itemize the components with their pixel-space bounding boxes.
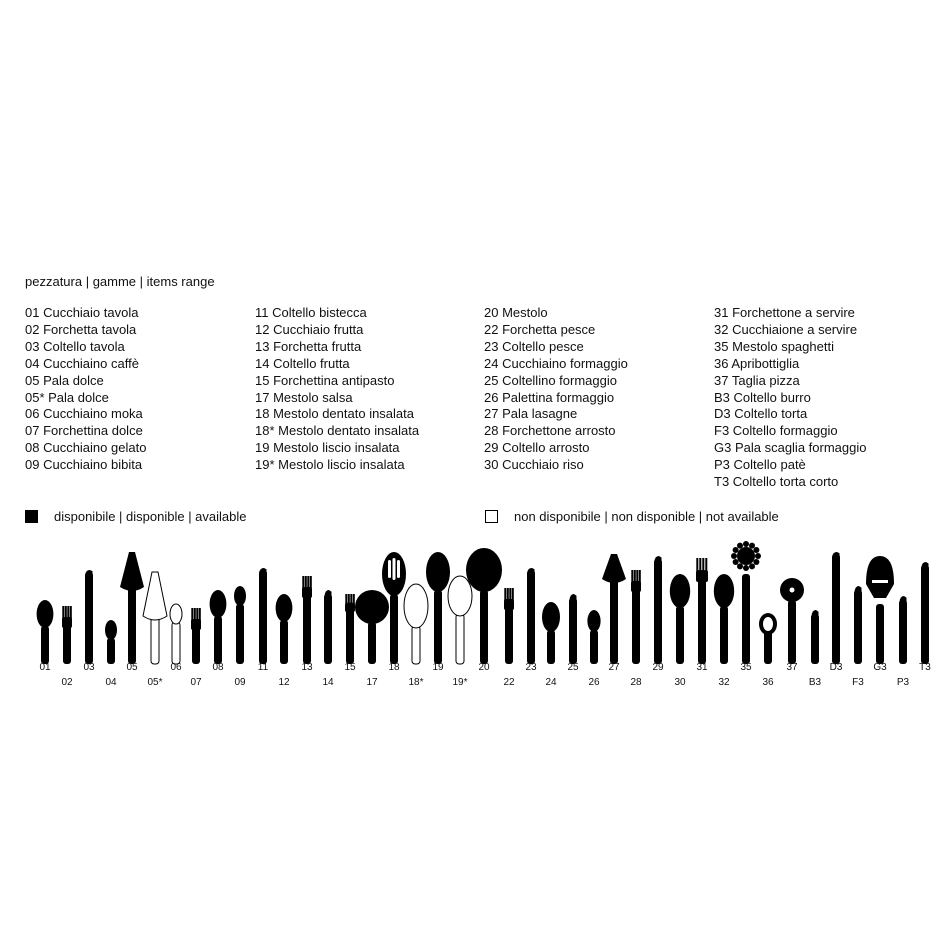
item-code-label: B3 bbox=[808, 677, 822, 688]
item-08-icon bbox=[210, 590, 227, 664]
range-heading: pezzatura | gamme | items range bbox=[25, 274, 215, 289]
list-item: 12 Cucchiaio frutta bbox=[255, 321, 364, 337]
item-25-icon bbox=[569, 594, 577, 664]
item-37-icon bbox=[780, 578, 804, 664]
list-item: 36 Apribottiglia bbox=[714, 355, 800, 371]
item-code-label: F3 bbox=[852, 677, 864, 688]
list-item: 35 Mestolo spaghetti bbox=[714, 338, 834, 354]
item-code-label: 25 bbox=[567, 662, 579, 673]
empty-square-icon bbox=[485, 510, 498, 523]
items-column-1 bbox=[25, 305, 146, 474]
item-code-label: 15 bbox=[344, 662, 356, 673]
item-code-label: 01 bbox=[39, 662, 51, 673]
list-item: 18* Mestolo dentato insalata bbox=[255, 423, 420, 439]
items-column-2 bbox=[255, 305, 419, 474]
item-04-icon bbox=[105, 620, 117, 664]
list-item: 17 Mestolo salsa bbox=[255, 389, 353, 405]
list-item: 22 Forchetta pesce bbox=[484, 321, 596, 337]
list-item: D3 Coltello torta bbox=[714, 406, 808, 422]
item-05-icon bbox=[120, 552, 144, 664]
list-item: 06 Cucchiaino moka bbox=[25, 406, 143, 422]
list-item: 19* Mestolo liscio insalata bbox=[255, 457, 405, 473]
item-D3-icon bbox=[832, 552, 840, 664]
item-31-icon bbox=[696, 558, 708, 664]
item-code-label: 23 bbox=[525, 662, 537, 673]
list-item: 37 Taglia pizza bbox=[714, 372, 800, 388]
item-G3-icon bbox=[866, 556, 894, 664]
list-item: 08 Cucchiaino gelato bbox=[25, 440, 147, 456]
item-code-label: 31 bbox=[696, 662, 708, 673]
item-code-label: 18* bbox=[408, 677, 424, 688]
item-code-label: 27 bbox=[608, 662, 620, 673]
item-code-label: 04 bbox=[105, 677, 117, 688]
item-06-icon bbox=[170, 604, 182, 664]
item-30-icon bbox=[670, 574, 690, 664]
item-22-icon bbox=[504, 588, 514, 664]
item-17-icon bbox=[355, 590, 389, 664]
list-item: 05 Pala dolce bbox=[25, 372, 104, 388]
item-20-icon bbox=[466, 548, 502, 664]
list-item: 20 Mestolo bbox=[484, 305, 548, 320]
filled-square-icon bbox=[25, 510, 38, 523]
list-item: 11 Coltello bistecca bbox=[255, 305, 367, 320]
list-item: 13 Forchetta frutta bbox=[255, 338, 362, 354]
item-02-icon bbox=[62, 606, 72, 664]
item-T3-icon bbox=[921, 562, 929, 664]
item-23-icon bbox=[527, 568, 535, 664]
item-code-label: 24 bbox=[545, 677, 557, 688]
list-item: 25 Coltellino formaggio bbox=[484, 372, 617, 388]
item-code-label: 19* bbox=[452, 677, 468, 688]
item-code-label: 14 bbox=[322, 677, 334, 688]
item-code-label: 22 bbox=[503, 677, 515, 688]
list-item: 32 Cucchiaione a servire bbox=[714, 321, 858, 337]
item-01-icon bbox=[37, 600, 54, 664]
list-item: 02 Forchetta tavola bbox=[25, 321, 137, 337]
item-code-label: 03 bbox=[83, 662, 95, 673]
item-code-label: 29 bbox=[652, 662, 664, 673]
item-code-label: 07 bbox=[190, 677, 202, 688]
items-column-3 bbox=[484, 305, 628, 474]
list-item: 14 Coltello frutta bbox=[255, 355, 350, 371]
item-24-icon bbox=[542, 602, 560, 664]
item-code-label: 18 bbox=[388, 662, 400, 673]
item-code-label: 13 bbox=[301, 662, 313, 673]
item-14-icon bbox=[324, 590, 332, 664]
item-26-icon bbox=[587, 610, 600, 664]
item-29-icon bbox=[654, 556, 662, 664]
item-code-label: 35 bbox=[740, 662, 752, 673]
item-code-label: 11 bbox=[257, 662, 269, 673]
item-code-label: 36 bbox=[762, 677, 774, 688]
item-15-icon bbox=[345, 594, 355, 664]
list-item: T3 Coltello torta corto bbox=[714, 474, 839, 490]
list-item: 28 Forchettone arrosto bbox=[484, 423, 616, 439]
list-item: 01 Cucchiaio tavola bbox=[25, 305, 139, 320]
list-item: 19 Mestolo liscio insalata bbox=[255, 440, 400, 456]
list-item: 29 Coltello arrosto bbox=[484, 440, 590, 456]
item-code-label: 17 bbox=[366, 677, 378, 688]
item-05-star-icon bbox=[143, 572, 167, 664]
list-item: P3 Coltello patè bbox=[714, 457, 806, 473]
item-code-label: 19 bbox=[432, 662, 444, 673]
item-27-icon bbox=[602, 554, 626, 664]
item-code-label: 28 bbox=[630, 677, 642, 688]
item-09-icon bbox=[234, 586, 246, 664]
item-code-label: T3 bbox=[919, 662, 931, 673]
item-code-label: 05 bbox=[126, 662, 138, 673]
list-item: 04 Cucchiaino caffè bbox=[25, 355, 139, 371]
list-item: 07 Forchettina dolce bbox=[25, 423, 143, 439]
item-03-icon bbox=[85, 570, 93, 664]
list-item: 05* Pala dolce bbox=[25, 389, 109, 405]
legend-unavailable bbox=[485, 509, 779, 524]
item-code-label: 06 bbox=[170, 662, 182, 673]
item-12-icon bbox=[276, 594, 293, 664]
list-item: F3 Coltello formaggio bbox=[714, 423, 838, 439]
item-32-icon bbox=[714, 574, 734, 664]
legend-available-label: disponibile | disponible | available bbox=[54, 509, 247, 524]
item-18-star-icon bbox=[404, 584, 428, 664]
list-item: 09 Cucchiaino bibita bbox=[25, 457, 143, 473]
item-code-label: 37 bbox=[786, 662, 798, 673]
list-item: 27 Pala lasagne bbox=[484, 406, 578, 422]
item-B3-icon bbox=[811, 610, 819, 664]
item-13-icon bbox=[302, 576, 312, 664]
item-code-label: P3 bbox=[896, 677, 910, 688]
list-item: 26 Palettina formaggio bbox=[484, 389, 615, 405]
list-item: 23 Coltello pesce bbox=[484, 338, 584, 354]
list-item: 15 Forchettina antipasto bbox=[255, 372, 395, 388]
list-item: 31 Forchettone a servire bbox=[714, 305, 855, 320]
item-28-icon bbox=[631, 570, 641, 664]
item-07-icon bbox=[191, 608, 201, 664]
item-36-icon bbox=[759, 613, 777, 664]
list-item: 18 Mestolo dentato insalata bbox=[255, 406, 414, 422]
item-19-icon bbox=[426, 552, 450, 664]
list-item: 24 Cucchiaino formaggio bbox=[484, 355, 628, 371]
legend-unavailable-label: non disponibile | non disponible | not available bbox=[514, 509, 779, 524]
item-code-label: 26 bbox=[588, 677, 600, 688]
legend-available bbox=[25, 509, 247, 524]
item-11-icon bbox=[259, 568, 267, 664]
item-19-star-icon bbox=[448, 576, 472, 664]
item-code-label: 05* bbox=[147, 677, 163, 688]
item-code-label: 20 bbox=[478, 662, 490, 673]
list-item: G3 Pala scaglia formaggio bbox=[714, 440, 867, 456]
item-code-label: 32 bbox=[718, 677, 730, 688]
item-F3-icon bbox=[854, 586, 862, 664]
item-P3-icon bbox=[899, 596, 907, 664]
item-code-label: 12 bbox=[278, 677, 290, 688]
cutlery-silhouettes bbox=[0, 540, 950, 690]
list-item: B3 Coltello burro bbox=[714, 389, 811, 405]
list-item: 03 Coltello tavola bbox=[25, 338, 125, 354]
item-35-icon bbox=[731, 541, 761, 664]
item-code-label: 02 bbox=[61, 677, 73, 688]
item-code-label: D3 bbox=[829, 662, 843, 673]
items-column-4 bbox=[714, 305, 866, 491]
item-code-label: 30 bbox=[674, 677, 686, 688]
item-code-label: 08 bbox=[212, 662, 224, 673]
item-code-label: G3 bbox=[873, 662, 887, 673]
list-item: 30 Cucchiaio riso bbox=[484, 457, 584, 473]
item-code-label: 09 bbox=[234, 677, 246, 688]
